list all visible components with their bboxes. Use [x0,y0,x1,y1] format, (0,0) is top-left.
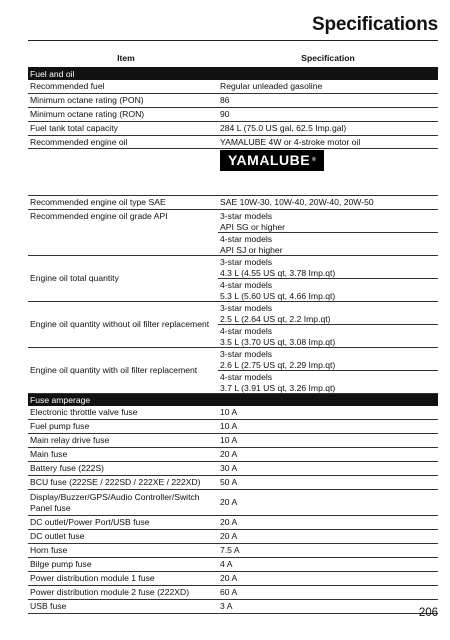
table-row [28,94,438,108]
sub-spec-model: 4-star models [220,326,273,336]
header-item: Item [117,53,135,64]
page-title: Specifications [311,14,438,35]
table-row [28,544,438,558]
table-header [28,50,438,68]
table-row [28,210,438,256]
sub-spec-value: 3.7 L (3.91 US qt, 3.26 Imp.qt) [220,382,336,393]
logo-row-spacer [28,149,218,195]
row-item: Horn fuse [30,545,68,555]
row-spec: 60 A [220,587,238,597]
sub-spec [218,279,438,302]
row-item: Main fuse [30,449,68,459]
row-spec: 20 A [220,573,238,583]
table-row [28,108,438,122]
row-spec: 20 A [220,531,238,541]
sub-spec-model: 3-star models [220,257,273,267]
row-item: BCU fuse (222SE / 222SD / 222XE / 222XD) [30,477,201,487]
row-item: DC outlet/Power Port/USB fuse [30,517,150,527]
table-row [28,256,438,302]
page-number: 206 [418,607,438,619]
row-spec: 10 A [220,421,238,431]
row-spec: 20 A [220,449,238,459]
row-spec: 90 [220,109,230,119]
row-spec: 10 A [220,407,238,417]
row-item: Recommended engine oil [28,136,218,149]
row-spec: 20 A [220,517,238,527]
row-item: Engine oil quantity without oil filter replacement [28,302,218,348]
table-row [28,586,438,600]
row-spec: 3 A [220,601,233,611]
sub-spec [218,371,438,394]
sub-spec [218,302,438,325]
row-item: Power distribution module 1 fuse [30,573,155,583]
table-row [28,476,438,490]
row-spec: SAE 10W-30, 10W-40, 20W-40, 20W-50 [220,197,374,207]
row-item: Engine oil quantity with oil filter replacement [28,348,218,394]
header-specification: Specification [301,53,355,64]
sub-spec-model: 4-star models [220,234,273,244]
sub-spec [218,233,438,256]
section-fuse-amperage: Fuse amperage [28,394,438,406]
row-spec-group [218,136,438,149]
row-spec: 86 [220,95,230,105]
row-item: Minimum octane rating (RON) [30,109,145,119]
sub-spec [218,256,438,279]
table-row [28,530,438,544]
row-spec: 10 A [220,435,238,445]
table-row [28,600,438,614]
sub-spec-value: 3.5 L (3.70 US qt, 3.08 Imp.qt) [220,336,336,347]
row-spec: 4 A [220,559,233,569]
sub-spec-model: 3-star models [220,303,273,313]
sub-spec [218,210,438,233]
sub-spec-value: API SJ or higher [220,244,283,255]
table-row [28,136,438,149]
row-spec: 50 A [220,477,238,487]
sub-spec-value: 2.6 L (2.75 US qt, 2.29 Imp.qt) [220,359,336,370]
table-row [28,516,438,530]
row-spec: 284 L (75.0 US gal, 62.5 Imp.gal) [220,123,347,133]
table-row [28,448,438,462]
row-spec-group [218,348,438,394]
sub-spec [218,325,438,348]
row-spec: Regular unleaded gasoline [220,81,323,91]
row-item: Main relay drive fuse [30,435,110,445]
row-item: Display/Buzzer/GPS/Audio Controller/Switch Panel fuse [30,492,200,513]
row-spec: 20 A [220,497,238,508]
logo-registered-mark: ® [312,157,317,163]
table-row [28,302,438,348]
sub-spec-value: 5.3 L (5.60 US qt, 4.66 Imp.qt) [220,290,336,301]
table-row [28,434,438,448]
row-item: Engine oil total quantity [28,256,218,302]
row-item: DC outlet fuse [30,531,85,541]
table-row [28,406,438,420]
row-item: Recommended engine oil grade API [28,210,218,256]
table-row [28,558,438,572]
sub-spec-value: 2.5 L (2.64 US qt, 2.2 Imp.qt) [220,313,331,324]
sub-spec-value: API SG or higher [220,221,285,232]
row-spec: 30 A [220,463,238,473]
row-spec-group [218,256,438,302]
logo-cell [218,149,438,195]
row-item: Power distribution module 2 fuse (222XD) [30,587,190,597]
row-item: Electronic throttle valve fuse [30,407,138,417]
sub-spec-model: 3-star models [220,211,273,221]
table-row [28,122,438,136]
row-item: Bilge pump fuse [30,559,92,569]
row-item: Battery fuse (222S) [30,463,105,473]
sub-spec-model: 3-star models [220,349,273,359]
row-spec-group [218,302,438,348]
yamalube-logo [220,150,324,171]
section-fuel-and-oil: Fuel and oil [28,68,438,80]
sub-spec-model: 4-star models [220,280,273,290]
table-row [28,490,438,516]
row-item: Recommended fuel [30,81,105,91]
row-item: Fuel tank total capacity [30,123,118,133]
title-rule [28,40,438,41]
logo-row [28,149,438,196]
table-row [28,348,438,394]
sub-spec-value: 4.3 L (4.55 US qt, 3.78 Imp.qt) [220,267,336,278]
row-item: Minimum octane rating (PON) [30,95,144,105]
table-row [28,80,438,94]
table-row [28,462,438,476]
table-row [28,420,438,434]
row-item: Fuel pump fuse [30,421,90,431]
table-row [28,196,438,210]
sub-spec-model: 4-star models [220,372,273,382]
row-item: USB fuse [30,601,67,611]
sub-spec [218,348,438,371]
row-spec-group [218,210,438,256]
table-row [28,572,438,586]
row-item: Recommended engine oil type SAE [30,197,166,207]
logo-text: YAMALUBE [228,152,311,168]
row-spec: 7.5 A [220,545,240,555]
spec-table [28,50,438,614]
row-spec: YAMALUBE 4W or 4-stroke motor oil [218,136,438,149]
